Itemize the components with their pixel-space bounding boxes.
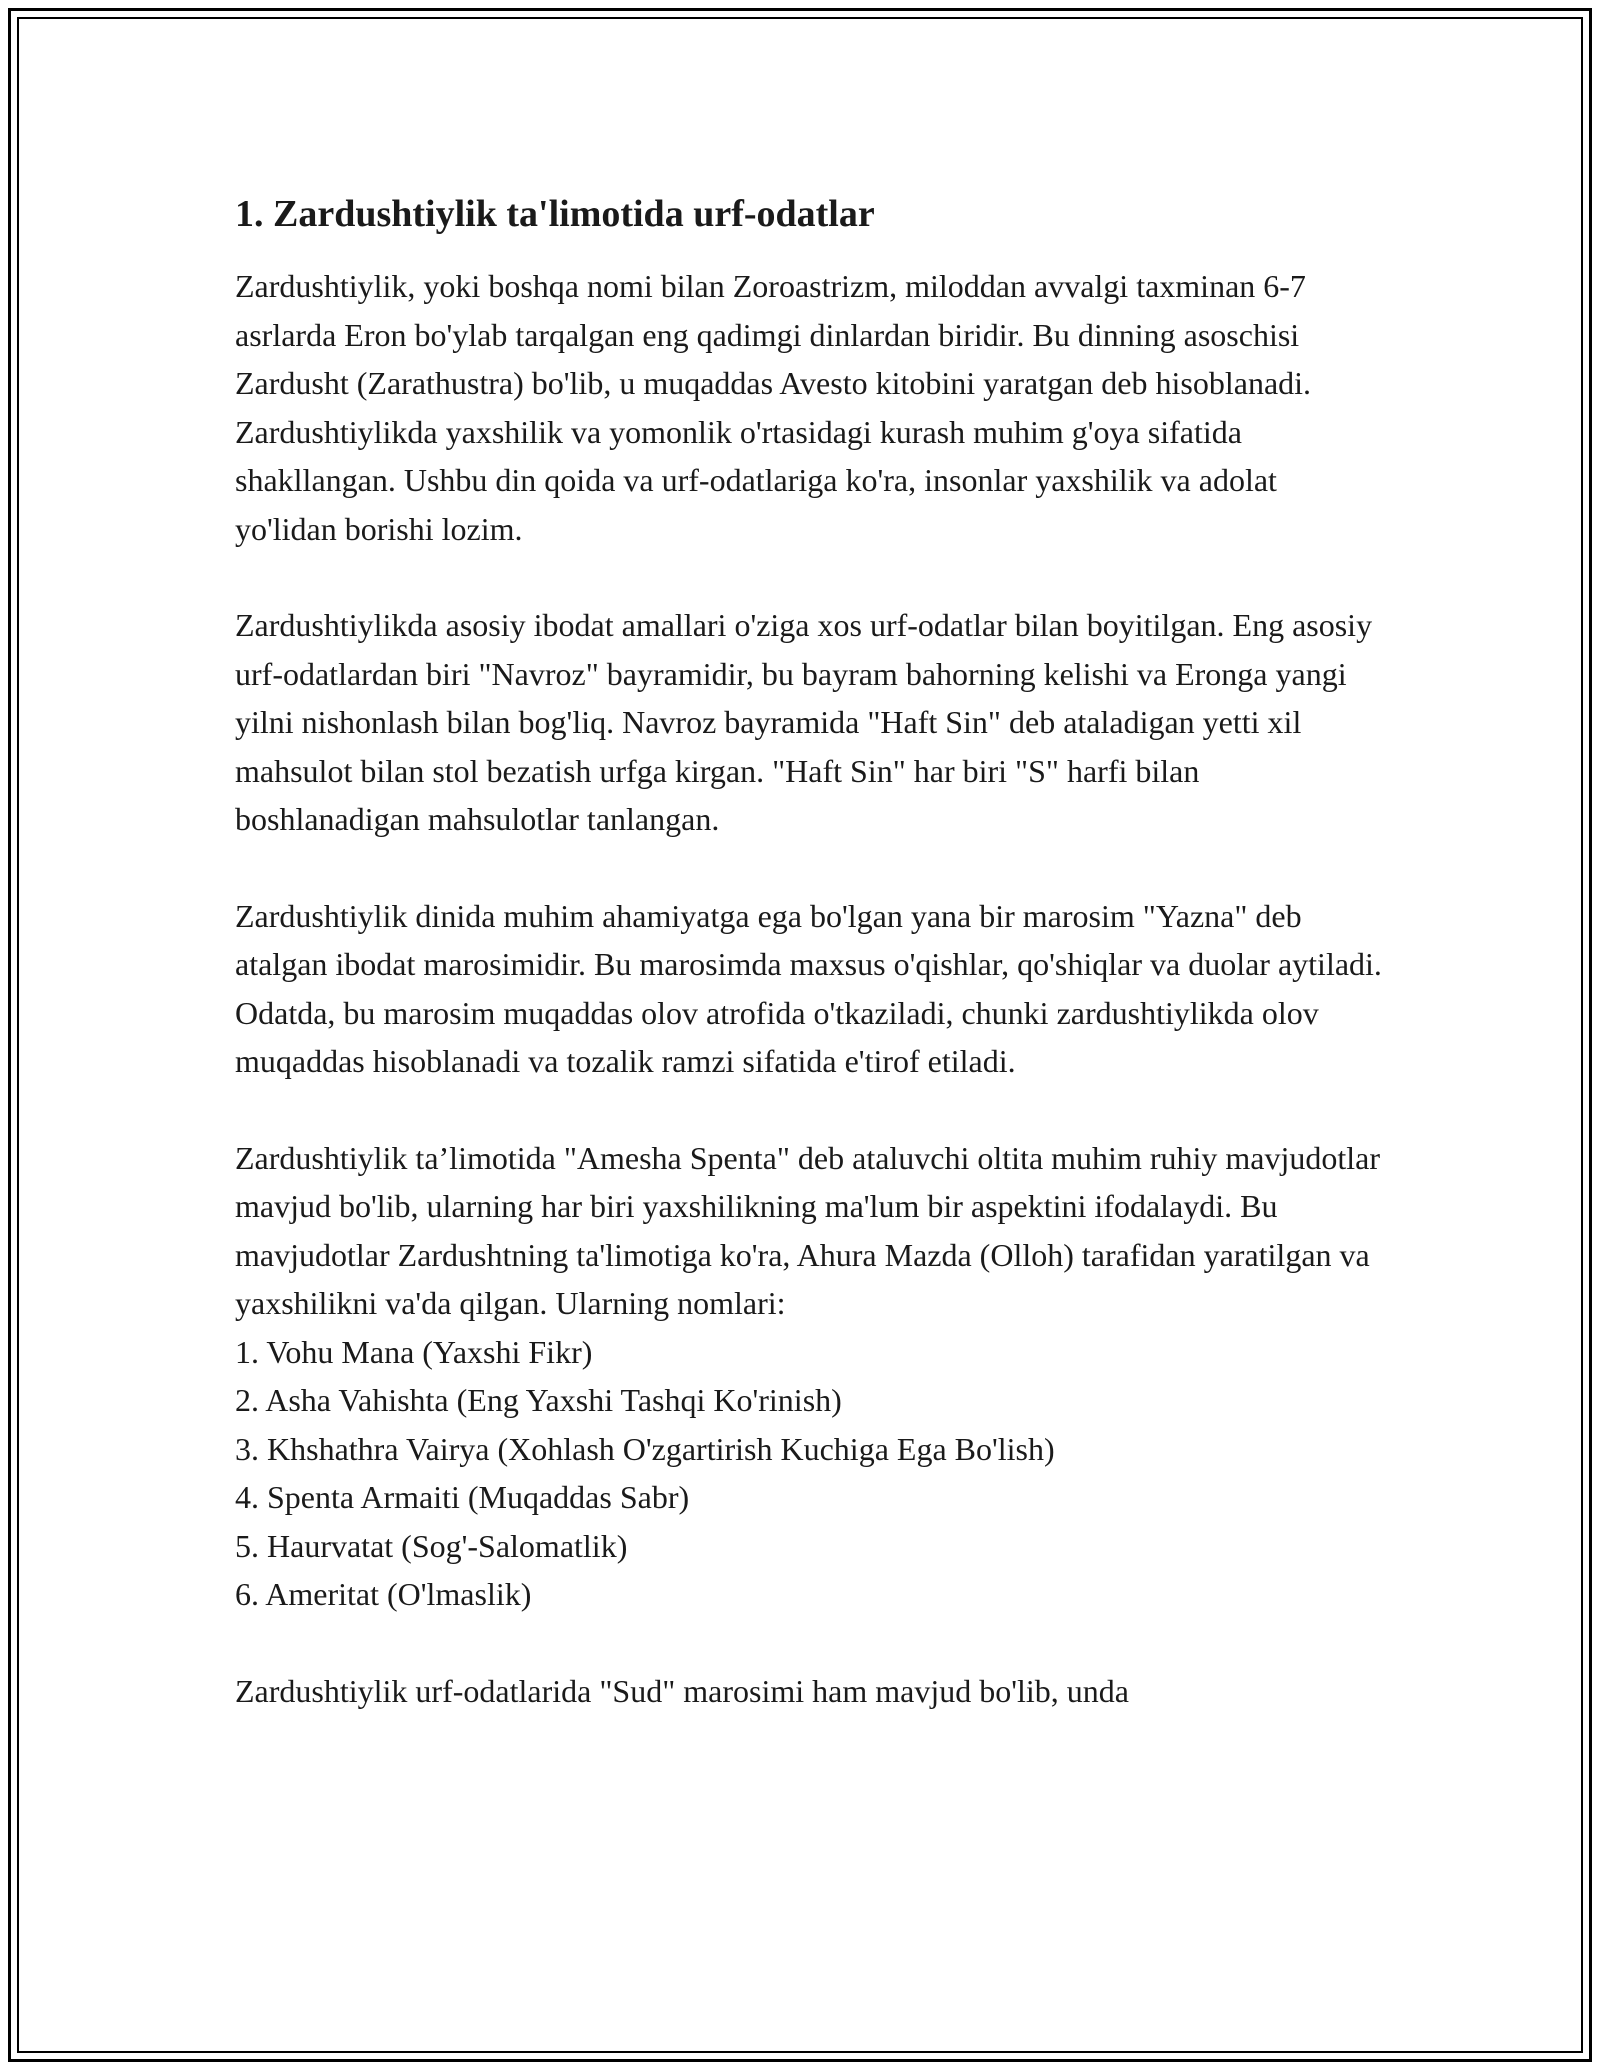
list-item: 5. Haurvatat (Sog'-Salomatlik) bbox=[235, 1527, 628, 1564]
paragraph-sud: Zardushtiylik urf-odatlarida "Sud" marosimi ham mavjud bo'lib, unda bbox=[235, 1672, 1129, 1709]
list-item: 1. Vohu Mana (Yaxshi Fikr) bbox=[235, 1333, 593, 1370]
amesha-spenta-list bbox=[235, 1328, 1385, 1619]
paragraph-amesha-spenta: Zardushtiylik ta’limotida "Amesha Spenta" deb ataluvchi oltita muhim ruhiy mavjudotlar mavjud bo'lib, ularning har biri yaxshilikning ma'lum bir aspektini ifodalaydi. Bu mavjudotlar Zardushtning ta'limotiga ko'ra, Ahura Mazda (Olloh) tarafidan yaratilgan va yaxshilikni va'da qilgan. Ularning nomlari: bbox=[235, 1139, 1380, 1321]
list-item: 3. Khshathra Vairya (Xohlash O'zgartirish Kuchiga Ega Bo'lish) bbox=[235, 1430, 1055, 1467]
list-item: 4. Spenta Armaiti (Muqaddas Sabr) bbox=[235, 1479, 690, 1515]
document-body bbox=[235, 188, 1385, 1715]
paragraph-intro: Zardushtiylik, yoki boshqa nomi bilan Zoroastrizm, miloddan avvalgi taxminan 6-7 asrlarda Eron bo'ylab tarqalgan eng qadimgi dinlardan biridir. Bu dinning asoschisi Zardusht (Zarathustra) bo'lib, u muqaddas Avesto kitobini yaratgan deb hisoblanadi. Zardushtiylikda yaxshilik va yomonlik o'rtasidagi kurash muhim g'oya sifatida shakllangan. Ushbu din qoida va urf-odatlariga ko'ra, insonlar yaxshilik va adolat yo'lidan borishi lozim. bbox=[235, 268, 1312, 547]
document-title: 1. Zardushtiylik ta'limotida urf-odatlar bbox=[235, 193, 875, 235]
list-item: 6. Ameritat (O'lmaslik) bbox=[235, 1576, 532, 1612]
list-item: 2. Asha Vahishta (Eng Yaxshi Tashqi Ko'rinish) bbox=[235, 1382, 842, 1418]
amesha-spenta-section bbox=[235, 1134, 1385, 1619]
paragraph-navroz: Zardushtiylikda asosiy ibodat amallari o'ziga xos urf-odatlar bilan boyitilgan. Eng asosiy urf-odatlardan biri "Navroz" bayramidir, bu bayram bahorning kelishi va Eronga yangi yilni nishonlash bilan bog'liq. Navroz bayramida "Haft Sin" deb ataladigan yetti xil mahsulot bilan stol bezatish urfga kirgan. "Haft Sin" har biri "S" harfi bilan boshlanadigan mahsulotlar tanlangan. bbox=[235, 607, 1373, 837]
paragraph-yazna: Zardushtiylik dinida muhim ahamiyatga ega bo'lgan yana bir marosim "Yazna" deb atalgan ibodat marosimidir. Bu marosimda maxsus o'qishlar, qo'shiqlar va duolar aytiladi. Odatda, bu marosim muqaddas olov atrofida o'tkaziladi, chunki zardushtiylikda olov muqaddas hisoblanadi va tozalik ramzi sifatida e'tirof etiladi. bbox=[235, 897, 1382, 1079]
